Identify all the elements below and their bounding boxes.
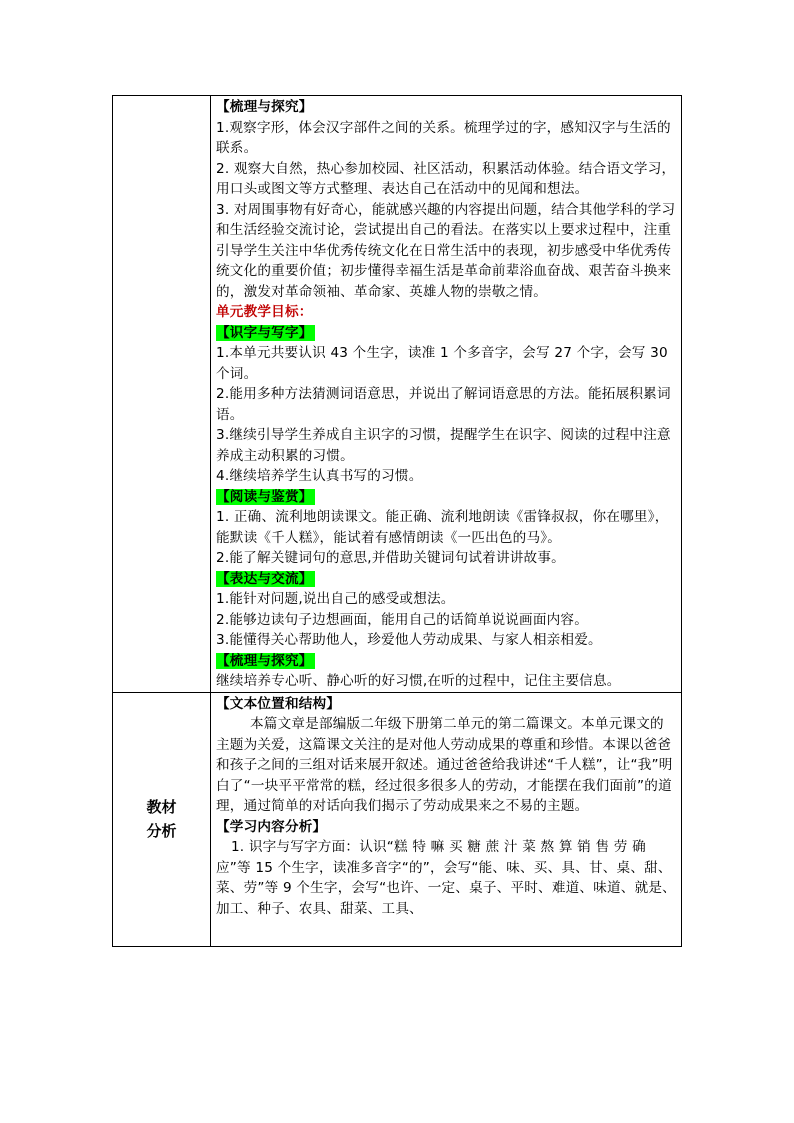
reading-item-2: 2.能了解关键词句的意思,并借助关键词句试着讲讲故事。	[216, 550, 565, 566]
label-cell-textbook-analysis	[113, 692, 211, 946]
unit-goals-title: 单元教学目标：	[216, 304, 313, 320]
explore-heading: 【梳理与探究】	[216, 99, 313, 115]
content-cell-textbook-analysis	[211, 692, 682, 946]
expression-heading: 【表达与交流】	[216, 570, 313, 587]
literacy-item-4: 4.继续培养学生认真书写的习惯。	[216, 468, 423, 484]
lesson-plan-table	[112, 95, 682, 947]
expression-item-1: 1.能针对问题,说出自己的感受或想法。	[216, 591, 455, 607]
reading-item-1: 1. 正确、流利地朗读课文。能正确、流利地朗读《雷锋叔叔，你在哪里》，能默读《千人糕》，能试着有感情朗读《一匹出色的马》。	[216, 509, 669, 546]
explore-item-2: 2. 观察大自然，热心参加校园、社区活动，积累活动体验。结合语文学习，用口头或图文等方式整理、表达自己在活动中的见闻和想法。	[216, 160, 676, 197]
row-label-line-2: 分析	[146, 822, 177, 840]
explore-item-1: 1.观察字形，体会汉字部件之间的关系。梳理学过的字，感知汉字与生活的联系。	[216, 119, 671, 156]
content-cell-unit-goals	[211, 96, 682, 693]
explore-item-3: 3. 对周围事物有好奇心，能就感兴趣的内容提出问题，结合其他学科的学习和生活经验交流讨论，尝试提出自己的看法。在落实以上要求过程中，注重引导学生关注中华优秀传统文化在日常生活中的表现，初步感受中华优秀传统文化的重要价值；初步懂得幸福生活是革命前辈浴血奋战、艰苦奋斗换来的，激发对革命领袖、革命家、英雄人物的崇敬之情。	[216, 201, 676, 300]
table-row	[113, 96, 682, 693]
expression-item-2: 2.能够边读句子边想画面，能用自己的话简单说说画面内容。	[216, 611, 589, 628]
reading-heading: 【阅读与鉴赏】	[216, 488, 313, 505]
literacy-item-1: 1.本单元共要认识 43 个生字，读准 1 个多音字，会写 27 个字，会写 30 个词。	[216, 345, 668, 382]
literacy-item-3: 3.继续引导学生养成自主识字的习惯，提醒学生在识字、阅读的过程中注意养成主动积累的习惯。	[216, 427, 671, 464]
content-analysis-paragraph: 1. 识字与写字方面：认识“糕 特 嘛 买 糖 蔗 汁 菜 熬 算 销 售 劳 确 应”等 15 个生字，读准多音字“的”，会写“能、味、买、具、甘、桌、甜、菜、劳”等 9 个生字，会写“也许、一定、桌子、平时、难道、味道、就是、加工、种子、农具、甜菜、工具、	[216, 839, 676, 917]
text-position-paragraph: 本篇文章是部编版二年级下册第二单元的第二篇课文。本单元课文的主题为关爱，这篇课文关注的是对他人劳动成果的尊重和珍惜。本课以爸爸和孩子之间的三组对话来展开叙述。通过爸爸给我讲述“千人糕”，让“我”明白了“一块平平常常的糕，经过很多很多人的劳动，才能摆在我们面前”的道理，通过简单的对话向我们揭示了劳动成果来之不易的主题。	[216, 716, 673, 814]
table-row	[113, 692, 682, 946]
explore-heading-2: 【梳理与探究】	[216, 652, 313, 669]
text-position-heading: 【文本位置和结构】	[216, 695, 341, 712]
literacy-item-2: 2.能用多种方法猜测词语意思，并说出了解词语意思的方法。能拓展积累词语。	[216, 386, 671, 423]
explore-final-text: 继续培养专心听、静心听的好习惯,在听的过程中，记住主要信息。	[216, 673, 621, 689]
row-label-line-1: 教材	[146, 798, 177, 816]
label-cell-empty	[113, 96, 211, 693]
literacy-heading: 【识字与写字】	[216, 324, 313, 341]
expression-item-3: 3.能懂得关心帮助他人，珍爱他人劳动成果、与家人相亲相爱。	[216, 632, 602, 648]
content-analysis-heading: 【学习内容分析】	[216, 818, 327, 835]
